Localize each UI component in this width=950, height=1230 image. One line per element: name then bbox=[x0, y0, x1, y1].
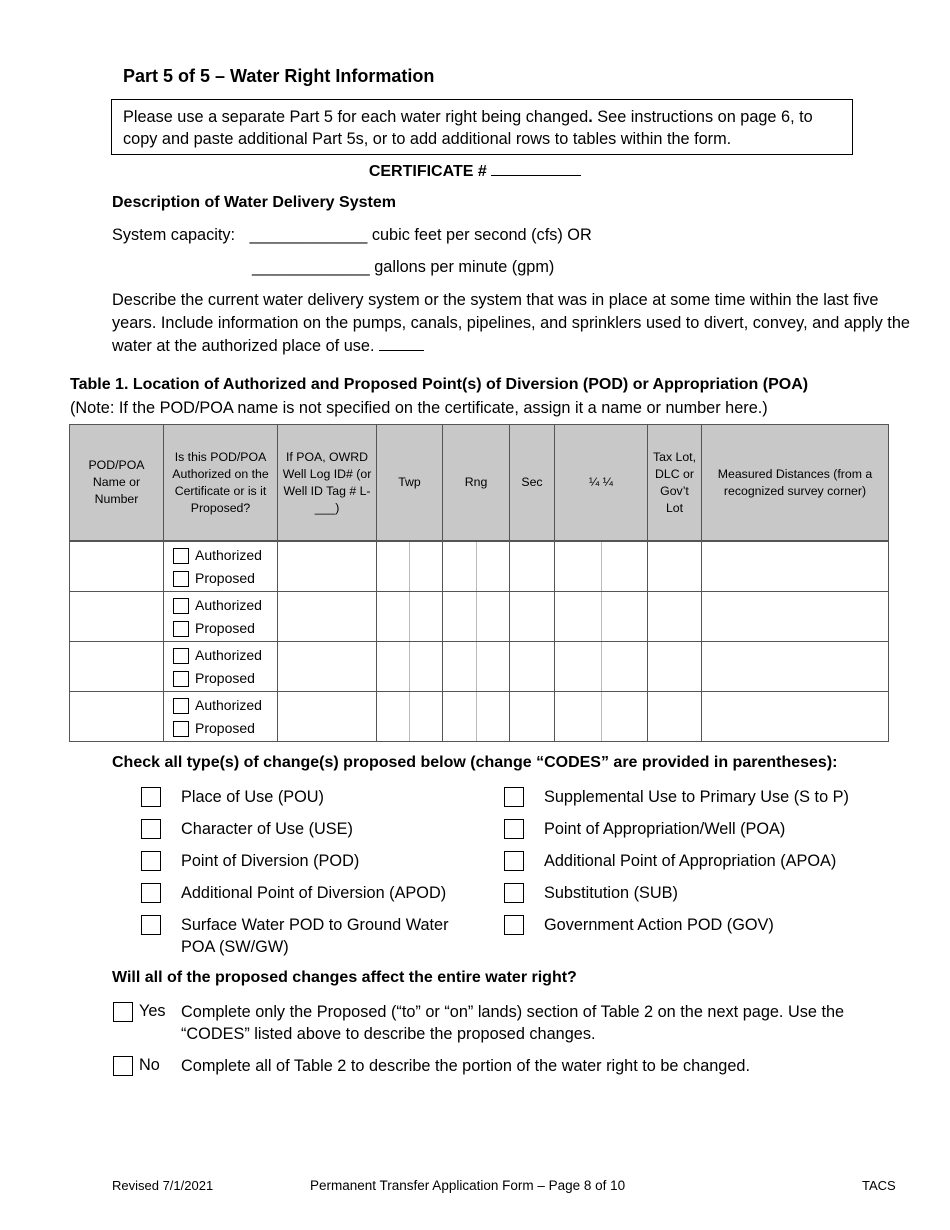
rng-cell[interactable] bbox=[443, 642, 510, 692]
proposed-checkbox[interactable] bbox=[173, 571, 189, 587]
notice-text-1: Please use a separate Part 5 for each water right being changed bbox=[123, 108, 589, 126]
sec-cell[interactable] bbox=[510, 541, 555, 592]
well-log-cell[interactable] bbox=[278, 692, 377, 742]
notice-dot: . bbox=[588, 108, 593, 126]
proposed-checkbox[interactable] bbox=[173, 721, 189, 737]
sec-cell[interactable] bbox=[510, 642, 555, 692]
table-row bbox=[70, 541, 889, 592]
authorized-checkbox[interactable] bbox=[173, 648, 189, 664]
proposed-checkbox[interactable] bbox=[173, 621, 189, 637]
changes-heading: Check all type(s) of change(s) proposed below (change “CODES” are provided in parentheses): bbox=[112, 754, 838, 771]
footer-code: TACS bbox=[862, 1178, 896, 1193]
part-title: Part 5 of 5 – Water Right Information bbox=[123, 66, 435, 86]
distances-cell[interactable] bbox=[702, 592, 889, 642]
quarter-cell[interactable] bbox=[555, 541, 648, 592]
describe-input[interactable] bbox=[379, 336, 424, 351]
twp-cell[interactable] bbox=[377, 541, 443, 592]
sub-label: Substitution (SUB) bbox=[544, 884, 678, 902]
rng-cell[interactable] bbox=[443, 692, 510, 742]
tax-lot-cell[interactable] bbox=[648, 692, 702, 742]
apod-label: Additional Point of Diversion (APOD) bbox=[181, 884, 447, 902]
swgw-checkbox[interactable] bbox=[141, 915, 161, 935]
sec-cell[interactable] bbox=[510, 592, 555, 642]
pou-label: Place of Use (POU) bbox=[181, 788, 324, 806]
table1-title: Table 1. Location of Authorized and Proposed Point(s) of Diversion (POD) or Appropriation (POA) bbox=[70, 376, 809, 393]
apod-checkbox[interactable] bbox=[141, 883, 161, 903]
entire-right-question: Will all of the proposed changes affect the entire water right? bbox=[112, 969, 577, 986]
distances-cell[interactable] bbox=[702, 541, 889, 592]
authorized-label: Authorized bbox=[195, 597, 262, 613]
apoa-label: Additional Point of Appropriation (APOA) bbox=[544, 852, 837, 870]
authorized-label: Authorized bbox=[195, 547, 262, 563]
yes-checkbox[interactable] bbox=[113, 1002, 133, 1022]
distances-cell[interactable] bbox=[702, 642, 889, 692]
proposed-option[interactable] bbox=[173, 617, 277, 640]
status-cell bbox=[164, 692, 278, 742]
header-tax-lot: Tax Lot, DLC or Gov’t Lot bbox=[648, 425, 702, 542]
capacity-gpm-row bbox=[252, 258, 554, 277]
authorized-option[interactable] bbox=[173, 594, 277, 617]
quarter-cell[interactable] bbox=[555, 642, 648, 692]
header-pod-name: POD/POA Name or Number bbox=[70, 425, 164, 542]
pod-checkbox[interactable] bbox=[141, 851, 161, 871]
header-twp: Twp bbox=[377, 425, 443, 542]
authorized-option[interactable] bbox=[173, 544, 277, 567]
certificate-label: CERTIFICATE # bbox=[368, 163, 492, 180]
use-checkbox[interactable] bbox=[141, 819, 161, 839]
authorized-checkbox[interactable] bbox=[173, 698, 189, 714]
pod-name-cell[interactable] bbox=[70, 692, 164, 742]
no-instructions: Complete all of Table 2 to describe the portion of the water right to be changed. bbox=[181, 1057, 750, 1075]
poa-label: Point of Appropriation/Well (POA) bbox=[544, 820, 786, 838]
header-authorized: Is this POD/POA Authorized on the Certificate or is it Proposed? bbox=[164, 425, 278, 542]
well-log-cell[interactable] bbox=[278, 592, 377, 642]
table-row bbox=[70, 642, 889, 692]
rng-cell[interactable] bbox=[443, 541, 510, 592]
authorized-option[interactable] bbox=[173, 694, 277, 717]
authorized-option[interactable] bbox=[173, 644, 277, 667]
header-sec: Sec bbox=[510, 425, 555, 542]
table-row bbox=[70, 592, 889, 642]
gpm-label: gallons per minute (gpm) bbox=[369, 258, 555, 276]
authorized-checkbox[interactable] bbox=[173, 598, 189, 614]
delivery-heading: Description of Water Delivery System bbox=[112, 194, 396, 211]
header-distances: Measured Distances (from a recognized survey corner) bbox=[702, 425, 889, 542]
status-cell bbox=[164, 592, 278, 642]
no-checkbox[interactable] bbox=[113, 1056, 133, 1076]
proposed-checkbox[interactable] bbox=[173, 671, 189, 687]
proposed-option[interactable] bbox=[173, 667, 277, 690]
swgw-label: Surface Water POD to Ground Water POA (SW/GW) bbox=[181, 916, 449, 956]
proposed-label: Proposed bbox=[195, 620, 255, 636]
proposed-option[interactable] bbox=[173, 567, 277, 590]
cfs-input[interactable]: _____________ bbox=[249, 226, 368, 244]
quarter-cell[interactable] bbox=[555, 592, 648, 642]
status-cell bbox=[164, 541, 278, 592]
yes-instructions: Complete only the Proposed (“to” or “on” lands) section of Table 2 on the next page. Use the “CODES” listed above to describe the proposed changes. bbox=[181, 1003, 845, 1043]
poa-checkbox[interactable] bbox=[504, 819, 524, 839]
describe-system bbox=[112, 289, 912, 358]
tax-lot-cell[interactable] bbox=[648, 592, 702, 642]
proposed-label: Proposed bbox=[195, 570, 255, 586]
well-log-cell[interactable] bbox=[278, 642, 377, 692]
distances-cell[interactable] bbox=[702, 692, 889, 742]
tax-lot-cell[interactable] bbox=[648, 541, 702, 592]
pou-checkbox[interactable] bbox=[141, 787, 161, 807]
table-header-row bbox=[70, 425, 889, 542]
gov-checkbox[interactable] bbox=[504, 915, 524, 935]
status-cell bbox=[164, 642, 278, 692]
footer-form-page: Permanent Transfer Application Form – Page 8 of 10 bbox=[310, 1178, 626, 1193]
footer-revised: Revised 7/1/2021 bbox=[112, 1178, 214, 1193]
pod-label: Point of Diversion (POD) bbox=[181, 852, 360, 870]
pod-table bbox=[69, 424, 889, 742]
authorized-checkbox[interactable] bbox=[173, 548, 189, 564]
capacity-cfs-row bbox=[112, 226, 592, 245]
cfs-label: cubic feet per second (cfs) OR bbox=[367, 226, 592, 244]
apoa-checkbox[interactable] bbox=[504, 851, 524, 871]
pod-name-cell[interactable] bbox=[70, 592, 164, 642]
table-row bbox=[70, 692, 889, 742]
header-well-log: If POA, OWRD Well Log ID# (or Well ID Tag # L-___) bbox=[278, 425, 377, 542]
header-rng: Rng bbox=[443, 425, 510, 542]
table1-note: (Note: If the POD/POA name is not specified on the certificate, assign it a name or number here.) bbox=[70, 399, 768, 417]
gpm-input[interactable]: _____________ bbox=[252, 258, 370, 276]
notice-text-2: See instructions on page 6, to copy and paste additional Part 5s, or to add additional rows to tables within the form. bbox=[123, 108, 813, 148]
proposed-option[interactable] bbox=[173, 717, 277, 740]
s-to-p-label: Supplemental Use to Primary Use (S to P) bbox=[544, 788, 849, 806]
pod-name-cell[interactable] bbox=[70, 642, 164, 692]
sec-cell[interactable] bbox=[510, 692, 555, 742]
capacity-label: System capacity: bbox=[112, 226, 236, 244]
tax-lot-cell[interactable] bbox=[648, 642, 702, 692]
authorized-label: Authorized bbox=[195, 697, 262, 713]
rng-cell[interactable] bbox=[443, 592, 510, 642]
well-log-cell[interactable] bbox=[278, 541, 377, 592]
certificate-input[interactable] bbox=[491, 161, 581, 176]
quarter-cell[interactable] bbox=[555, 692, 648, 742]
proposed-label: Proposed bbox=[195, 670, 255, 686]
twp-cell[interactable] bbox=[377, 592, 443, 642]
s-to-p-checkbox[interactable] bbox=[504, 787, 524, 807]
gov-label: Government Action POD (GOV) bbox=[544, 916, 774, 934]
yes-label: Yes bbox=[139, 1002, 166, 1020]
twp-cell[interactable] bbox=[377, 642, 443, 692]
header-quarter: ¼ ¼ bbox=[555, 425, 648, 542]
use-label: Character of Use (USE) bbox=[181, 820, 353, 838]
pod-name-cell[interactable] bbox=[70, 541, 164, 592]
twp-cell[interactable] bbox=[377, 692, 443, 742]
certificate-field bbox=[0, 161, 950, 181]
sub-checkbox[interactable] bbox=[504, 883, 524, 903]
notice-box bbox=[111, 99, 853, 155]
no-label: No bbox=[139, 1056, 160, 1074]
describe-text: Describe the current water delivery system or the system that was in place at some time within the last five years. Include information on the pumps, canals, pipelines, and sprinklers used to divert, convey, and apply the water at the authorized place of use. bbox=[112, 291, 910, 355]
proposed-label: Proposed bbox=[195, 720, 255, 736]
authorized-label: Authorized bbox=[195, 647, 262, 663]
